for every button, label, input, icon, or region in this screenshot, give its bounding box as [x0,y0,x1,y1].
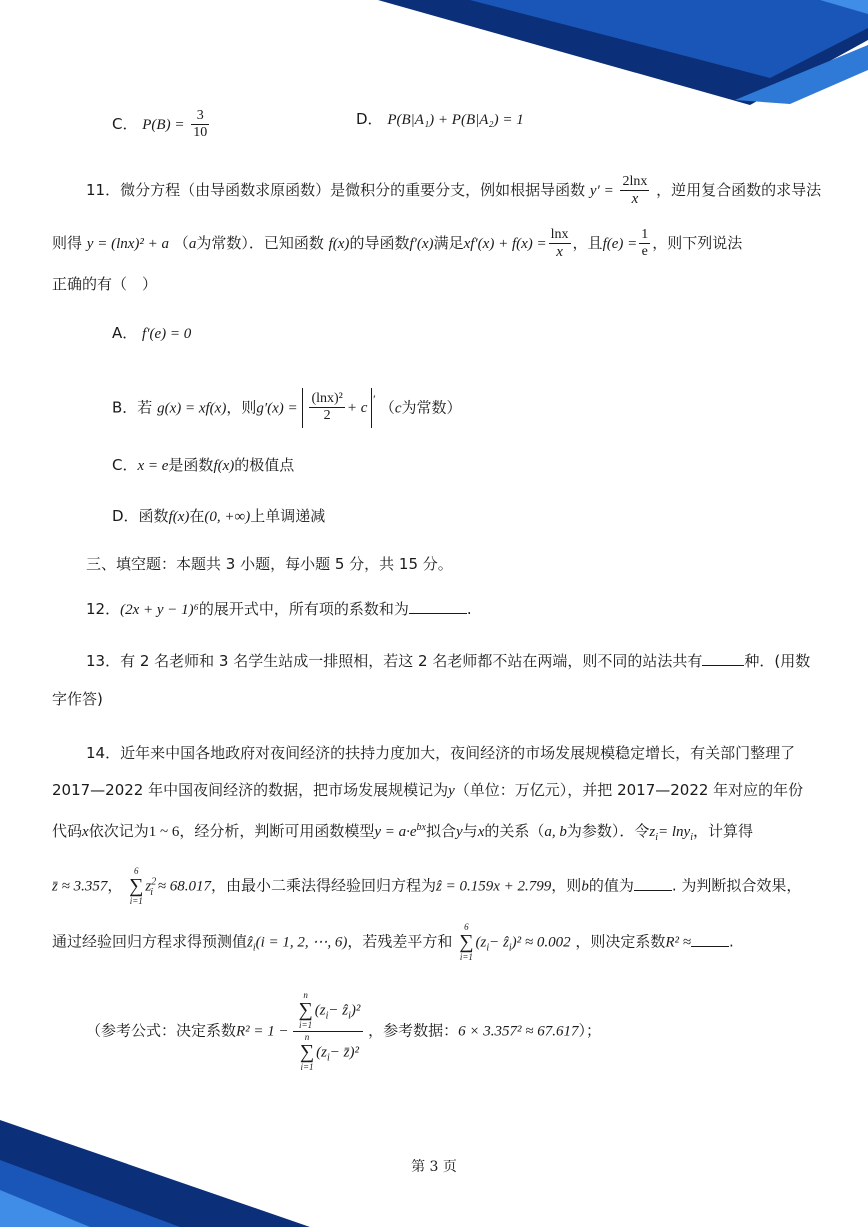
top-right-band-thin [820,0,868,14]
q14-ref-num-sub: i [325,1010,329,1022]
q14-line4-sumexpr: z [145,878,152,895]
q14-line5-b: ，若残差平方和 [347,932,453,951]
q11-line1-post: ，逆用复合函数的求导法 [656,181,822,199]
q14-line3-z: z [649,824,656,840]
q11-line2-den2: e [641,244,648,259]
q13-line1 [86,650,810,672]
q11-optd-mid: 在 [189,507,205,525]
q14-line4-c: 的值为 [588,876,634,895]
q14-line3-x: x [82,824,89,840]
q11-option-d [112,505,325,528]
q14-ref-den-expr2: − z̄)² [329,1044,359,1060]
q14-line4-zbar: z̄ ≈ 3.357 [52,878,108,895]
q14-r2-answer-blank [691,932,729,947]
q14-line5-sub-i2: i [508,942,512,954]
q14-ref-num-bot: i=1 [299,1020,313,1030]
q12-expr: (2x + y − 1)⁶ [120,602,199,618]
section-3-heading: 三、填空题：本题共 3 小题，每小题 5 分，共 15 分。 [86,555,453,573]
q11-line2-e: 满足 [433,234,464,252]
top-right-band-dark [378,0,868,105]
q14-line3-e: 与 [462,822,478,840]
q11-optd-f: f(x) [168,509,190,525]
q14-line5-sum-bot: i=1 [459,952,473,962]
q14-ref-num-top: n [303,990,308,1000]
q10-c-label: C． [112,115,138,133]
q10-c-den: 10 [193,125,208,140]
q11-line1-num: 2lnx [622,174,648,189]
q11-line2-b: （ [173,234,189,252]
q14-line3-zi: i [655,832,659,843]
q12 [86,598,472,621]
q14-line3-y: y [456,824,463,840]
q11-optb-mid: ，则 [226,398,257,417]
q14-line5-sumexpr2: − ẑ [489,934,509,951]
q11-optb-tail-b: 为常数） [401,398,462,417]
sigma-icon: ∑ [129,875,144,897]
q14-ref-den-top: n [304,1031,310,1042]
q11-line1-fraction [620,174,649,207]
sigma-icon: ∑ [299,1040,315,1063]
q14-line4-sum [129,866,143,906]
q11-option-b [112,388,462,428]
q11-line2-fp: f′(x) [409,236,434,252]
q11-line1 [86,174,821,207]
q11-optb-tail-a: （ [379,398,395,417]
q11-optc-label: C． [112,456,138,474]
q14-line3-zeq: = lny [658,824,691,840]
q11-optb-plus: + c [346,400,368,416]
q13-answer-blank [702,651,744,666]
q14-line5-sub-i: i [486,942,490,954]
q14-ref-den-expr: (z [316,1044,327,1060]
q14-line5-a: 通过经验回归方程求得预测值 [52,932,248,951]
q11-option-a [112,322,191,345]
q10-c-fraction [191,108,209,141]
q11-line2-eq: xf′(x) + f(x) = [463,236,547,252]
top-right-band-light [735,45,868,104]
q11-optb-bracket [302,388,372,428]
q14-ref-numerator [293,990,363,1032]
q10-c-expr: P(B) = [142,117,185,133]
q11-optd-interval: (0, +∞) [204,509,251,525]
q11-line3: 正确的有（ ） [52,275,158,293]
q14-line5-sum-top: 6 [464,922,469,932]
q14-line3-range: 1 ~ 6 [148,824,180,840]
q14-line2-b: （单位：万亿元），并把 2017—2022 年对应的年份 [454,781,804,799]
q11-optc-f: f(x) [213,458,235,474]
q14-line3-d: 拟合 [425,822,456,840]
q14-ref-den-sum [300,1032,314,1072]
q14-line3-a: 代码 [52,822,83,840]
q14-line3-h: ，计算得 [693,822,754,840]
q11-optb-cvar: c [394,400,402,417]
q14-line5-predsub: i [252,942,256,954]
q14-ref-b: ，参考数据： [368,1021,459,1040]
page-number: 第 3 页 [411,1159,457,1175]
q11-line2-f: f(x) [328,236,350,252]
q14-line3-c: ，经分析，判断可用函数模型 [179,822,375,840]
q11-line1-pre: 11．微分方程（由导函数求原函数）是微积分的重要分支，例如根据导函数 [86,181,586,199]
q14-ref-num-expr2: − ẑ [328,1002,349,1019]
q11-optb-fraction [309,391,344,424]
q14-line5-c: ，则决定系数 [575,932,666,951]
q14-line5-sumexpr: (z [475,934,487,951]
q14-b-answer-blank [634,876,672,891]
top-right-band-mid [470,0,868,78]
q11-optc-tail: 的极值点 [234,456,295,474]
q11-opta-expr: f′(e) = 0 [142,326,192,342]
q14-line5-r2: R² ≈ [665,934,692,951]
q12-text: 的展开式中，所有项的系数和为 [198,600,409,618]
q14-line4-a: ，由最小二乘法得经验回归方程为 [211,876,437,895]
q14-ref-fraction [293,990,363,1072]
q14-ref-num-expr3: )² [350,1002,361,1019]
q11-optd-tail: 上单调递减 [250,507,326,525]
q14-line4-comma: ， [107,876,123,895]
q14-line3-g: 为参数）．令 [566,822,650,840]
q11-opta-label: A． [112,324,138,342]
q11-optb-expr2: g′(x) = [256,400,298,417]
q14-ref-num-sum [298,990,312,1030]
q14-line5-pred: ẑ [247,934,253,951]
q14-line2 [52,779,803,802]
q14-ref-a: （参考公式：决定系数 [86,1021,237,1040]
q14-line4-b: ，则 [551,876,582,895]
q14-ref-end: ）； [578,1021,602,1040]
q11-optb-prime: ′ [372,392,376,406]
q14-line3-yi: i [690,832,693,843]
q14-line5 [52,922,734,962]
q11-optc-expr: x = e [137,458,169,474]
q14-ref-data: 6 × 3.357² ≈ 67.617 [458,1023,579,1040]
q11-yprime: y′ = [589,183,614,199]
sigma-icon: ∑ [459,931,474,953]
q11-optb-num: (lnx)² [311,391,343,406]
q11-line2-fe: f(e) = [602,236,638,252]
q14-line4-sum-bot: i=1 [129,896,143,906]
q14-line3-sup: bx [416,822,426,833]
q14-ref-den-sub: i [326,1052,330,1063]
q11-line2-num: lnx [550,227,569,242]
q10-d-label: D． [356,110,383,128]
q14-ref-num-expr: (z [314,1002,326,1019]
q14-line4-reg: ẑ = 0.159x + 2.799 [436,878,552,895]
q10-option-d [356,108,524,131]
q14-line4-sub-i: i [150,886,154,898]
q11-line2-expr: y = (lnx)² + a [86,236,170,252]
q11-optb-den: 2 [323,408,331,423]
q14-line4-sumexpr-tail: ≈ 68.017 [157,878,212,895]
q13-line1-text: 13．有 2 名老师和 3 名学生站成一排照相，若这 2 名老师都不站在两端，则不同的站法共有 [86,652,703,670]
q11-line1-den: x [631,191,639,207]
q14-line5-sumexpr3: )² ≈ 0.002 [511,934,571,951]
q11-line2-h: ，则下列说法 [652,234,743,252]
q10-d-expr: P(B|A₁) + P(B|A₂) = 1 [387,112,524,128]
q12-end: . [466,600,472,618]
q14-line2-y: y [448,783,455,799]
q11-line2-d: 的导函数 [349,234,410,252]
q11-optc-text: 是函数 [168,456,214,474]
q13-line2: 字作答) [52,690,103,708]
q13-line1-end: 种．(用数 [744,652,811,670]
q14-line3-f: 的关系（ [484,822,545,840]
q14-line4-bvar: b [581,878,589,895]
q14-line4: z̄ ≈ 3.357， 6 ∑ i=1 $z^2_i \approx 68.017$，由最小二乘法得经验回归方程为ẑ = 0.159x + 2.799，则b的值为 . 为判断拟合效果， [52,866,802,906]
q11-line2-fraction [549,227,571,260]
q11-line2-a: 则得 [52,234,83,252]
q14-ref-num-sub2: i [348,1010,351,1022]
q11-line2-num2: 1 [641,227,649,242]
q11-optd-label: D．函数 [112,507,169,525]
q11-line2-g: ，且 [572,234,603,252]
q14-ref-denominator [293,1032,363,1073]
q14-ref-den-bot: i=1 [300,1061,314,1072]
q14-line1: 14．近年来中国各地政府对夜间经济的扶持力度加大，夜间经济的市场发展规模稳定增长，有关部门整理了 [86,744,796,762]
q12-answer-blank [409,599,467,614]
q14-line5-range: (i = 1, 2, ⋯, 6) [255,934,348,951]
q11-line2 [52,227,742,260]
q14-line3-ab: a, b [544,824,567,840]
q14-line3-b: 依次记为 [88,822,149,840]
q11-line2-fraction2 [639,227,650,260]
q10-option-c [112,108,211,141]
q14-ref-r2: R² = 1 − [236,1023,289,1040]
q14-line3-x2: x [477,824,485,840]
q11-option-c [112,454,294,477]
bottom-left-band-light [0,1190,90,1227]
q14-reference [86,990,601,1072]
sigma-icon: ∑ [298,999,313,1021]
q14-line4-sum-top: 6 [134,866,139,876]
q11-line2-c: 为常数）．已知函数 [196,234,324,252]
q14-line3 [52,817,753,849]
q10-c-num: 3 [191,108,209,125]
q12-label: 12． [86,600,121,618]
q14-line2-a: 2017—2022 年中国夜间经济的数据，把市场发展规模记为 [52,781,449,799]
q14-line3-model: y = a·e [374,824,417,840]
q14-line5-sum [459,922,473,962]
q14-line4-d: . 为判断拟合效果， [671,876,802,895]
q11-optb-expr1: g(x) = xf(x) [157,400,227,417]
q11-line2-den: x [556,244,563,260]
q14-line5-end: . [729,932,734,951]
q11-optb-label: B．若 [112,398,153,417]
q11-line2-avar: a [188,236,197,252]
